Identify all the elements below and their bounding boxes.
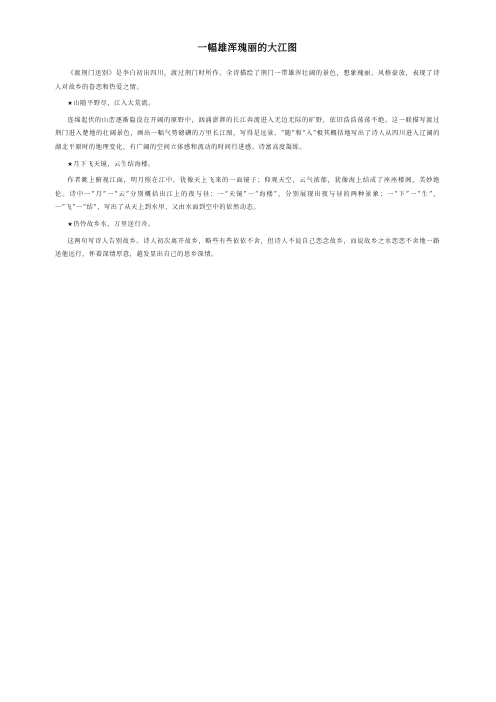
section-3-body: 这两句写诗人告别故乡。诗人初次离开故乡，略些有些依依不舍，但诗人不说自己恋念故乡，而说故乡之水恋恋不舍地一路送他远行，怀着深情厚意，越发显出自己的思乡深情。 <box>55 237 440 259</box>
star-icon: ★ <box>67 160 74 168</box>
section-1-body: 连绵起伏的山峦逐渐隐没在开阔的原野中，汹涌澎湃的长江奔流进入无边无际的旷野，依旧浩浩荡荡不绝。这一联描写渡过荆门进入楚地的壮阔景色，画出一幅气势磅礴的万里长江图，写得是远景。“随”和“入”极其概括地写出了诗人从四川进入辽阔的湖北平原时的地理变化，有广阔的空间立体感和流动的时间行进感。诗富高度凝练。 <box>55 116 440 151</box>
section-2-heading <box>55 158 440 172</box>
document-title: 一幅雄浑瑰丽的大江图 <box>197 43 298 54</box>
document-page <box>55 40 440 265</box>
section-2-title: 月下飞天镜，云生结海楼。 <box>73 160 155 168</box>
section-3-heading <box>55 218 440 232</box>
section-3-title: 仍怜故乡水，万里送行舟。 <box>73 220 155 228</box>
star-icon: ★ <box>67 100 74 108</box>
section-2-body: 作者眺上俯视江面，明月照在江中，犹像天上飞来的一面镜子；仰观天空，云气浓郁，犹像海上结成了座座楼阁，美妙绝伦。诗中一“月”一“云”分别概括出江上的夜与昼；一“天镜”一“海楼”，分别展现出夜与昼的两种景象；一“下”一“生”、一“飞”一“结”，写出了从天上到水里、又由水面到空中的依然动态。 <box>55 177 440 212</box>
section-1-heading <box>55 97 440 111</box>
star-icon: ★ <box>67 220 74 228</box>
intro-paragraph: 《渡荆门送别》是李白初出四川，渡过荆门时所作。全诗描绘了荆门一带雄浑壮阔的景色，想象瑰丽，风格豪放，表现了诗人对故乡的眷恋和热爱之情。 <box>55 70 440 91</box>
section-1-title: 山随平野尽，江入大荒流。 <box>73 100 155 108</box>
